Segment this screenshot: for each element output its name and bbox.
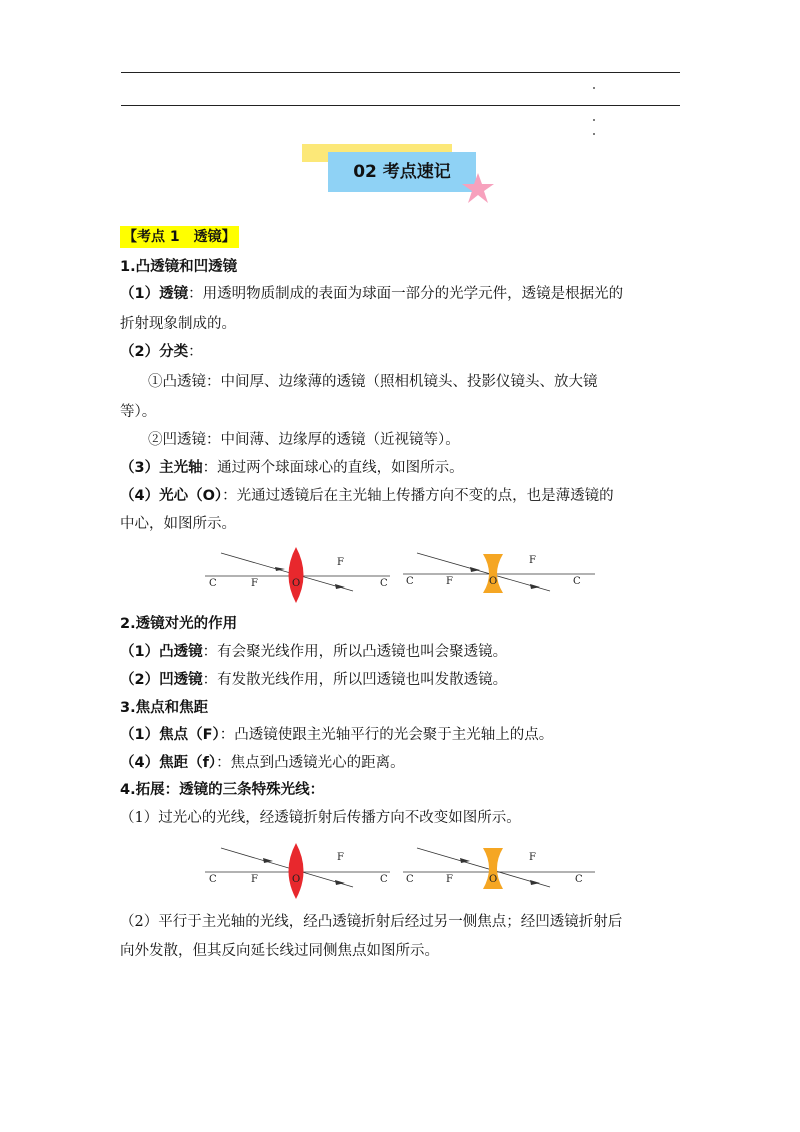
para-focal-length <box>120 753 405 773</box>
colon: ： <box>202 460 218 476</box>
section-banner <box>300 144 500 206</box>
para-concave-effect <box>120 670 507 690</box>
term-convex: 凸透镜 <box>159 644 203 660</box>
item-number: （1） <box>120 727 160 743</box>
lens-definition-text: 用透明物质制成的表面为球面一部分的光学元件，透镜是根据光的 <box>202 286 624 302</box>
label-o: O <box>489 874 498 885</box>
term-classification: 分类 <box>159 344 189 360</box>
item-number: （1） <box>120 286 160 302</box>
label-f: F <box>446 576 453 587</box>
label-f: F <box>529 555 536 566</box>
para-lens-definition <box>120 284 623 304</box>
header-dot <box>593 119 595 121</box>
term-focal-length: 焦距（f） <box>159 755 217 771</box>
item-number: （4） <box>120 755 160 771</box>
heading-1: 1.凸透镜和凹透镜 <box>120 259 238 275</box>
header-dot <box>593 133 595 135</box>
item-number: （4） <box>120 488 160 504</box>
para-main-axis <box>120 458 464 478</box>
convex-lens-diagram <box>205 547 390 603</box>
label-c: C <box>406 576 414 587</box>
concave-lens-diagram <box>403 553 595 593</box>
label-o: O <box>292 578 301 589</box>
item-number: （3） <box>120 460 160 476</box>
heading-2: 2.透镜对光的作用 <box>120 616 238 632</box>
label-f: F <box>529 852 536 863</box>
para-focus <box>120 725 553 745</box>
item-number: （2） <box>120 344 160 360</box>
convex-definition-cont: 等）。 <box>120 404 157 420</box>
label-c: C <box>209 578 217 589</box>
para-center-ray: （1）过光心的光线，经透镜折射后传播方向不改变如图所示。 <box>120 810 521 826</box>
concave-effect-text: 有发散光线作用，所以凹透镜也叫发散透镜。 <box>217 672 508 688</box>
colon: ： <box>188 344 203 360</box>
banner-title: 02 考点速记 <box>353 162 451 182</box>
label-c: C <box>406 874 414 885</box>
colon: ： <box>222 488 237 504</box>
label-c: C <box>209 874 217 885</box>
label-f: F <box>337 557 344 568</box>
focal-length-text: 焦点到凸透镜光心的距离。 <box>230 755 405 771</box>
heading-3: 3.焦点和焦距 <box>120 700 209 716</box>
header-rule-top <box>121 72 680 73</box>
colon: ： <box>219 727 235 743</box>
lens-diagram-1 <box>205 545 605 605</box>
label-o: O <box>489 576 498 587</box>
term-focus: 焦点（F） <box>159 727 220 743</box>
colon: ： <box>202 672 218 688</box>
label-f: F <box>446 874 453 885</box>
term-concave: 凹透镜 <box>159 672 203 688</box>
term-main-axis: 主光轴 <box>159 460 203 476</box>
convex-effect-text: 有会聚光线作用，所以凸透镜也叫会聚透镜。 <box>217 644 508 660</box>
concave-lens-diagram <box>403 848 595 889</box>
label-c: C <box>380 874 388 885</box>
colon: ： <box>216 755 231 771</box>
para-parallel-ray: （2）平行于主光轴的光线，经凸透镜折射后经过另一侧焦点；经凹透镜折射后 <box>120 914 623 930</box>
optical-center-text: 光通过透镜后在主光轴上传播方向不变的点，也是薄透镜的 <box>236 488 614 504</box>
item-number: （2） <box>120 672 160 688</box>
optical-center-cont: 中心，如图所示。 <box>120 516 236 532</box>
concave-definition: ②凹透镜：中间薄、边缘厚的透镜（近视镜等）。 <box>148 432 460 448</box>
para-optical-center <box>120 486 614 506</box>
label-o: O <box>292 874 301 885</box>
term-lens: 透镜 <box>159 286 189 302</box>
star-icon <box>461 172 495 204</box>
term-optical-center: 光心（O） <box>159 488 223 504</box>
para-parallel-ray-cont: 向外发散，但其反向延长线过同侧焦点如图所示。 <box>120 943 439 959</box>
convex-definition: ①凸透镜：中间厚、边缘薄的透镜（照相机镜头、投影仪镜头、放大镜 <box>148 374 598 390</box>
label-f: F <box>251 578 258 589</box>
label-f: F <box>337 852 344 863</box>
header-rule-bottom <box>121 105 680 106</box>
label-c: C <box>573 576 581 587</box>
header-dot <box>593 87 595 89</box>
label-c: C <box>380 578 388 589</box>
convex-lens-diagram <box>205 843 390 899</box>
heading-4: 4.拓展：透镜的三条特殊光线： <box>120 782 325 798</box>
item-number: （1） <box>120 644 160 660</box>
main-axis-text: 通过两个球面球心的直线，如图所示。 <box>217 460 464 476</box>
para-classification <box>120 342 203 362</box>
lens-definition-cont: 折射现象制成的。 <box>120 316 236 332</box>
focus-text: 凸透镜使跟主光轴平行的光会聚于主光轴上的点。 <box>234 727 554 743</box>
colon: ： <box>188 286 203 302</box>
para-convex-effect <box>120 642 507 662</box>
colon: ： <box>202 644 218 660</box>
label-c: C <box>575 874 583 885</box>
lens-diagram-2 <box>205 840 605 900</box>
label-f: F <box>251 874 258 885</box>
kaodian-label: 【考点 1 透镜】 <box>120 226 239 248</box>
